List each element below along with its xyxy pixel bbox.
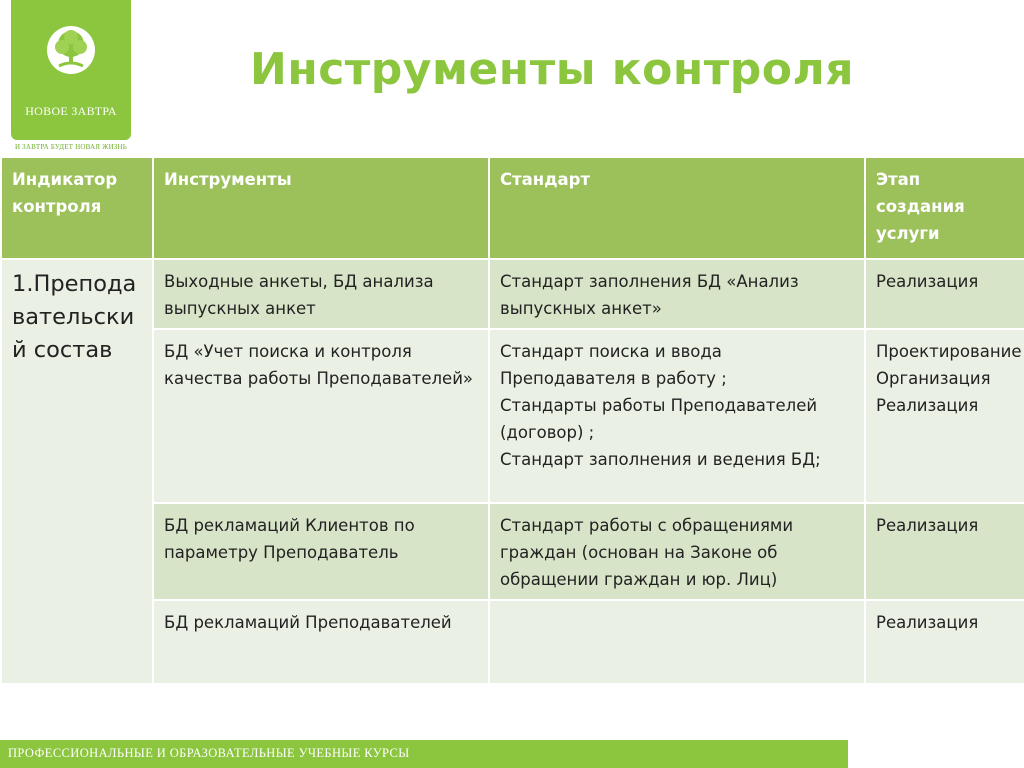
table-row <box>1 503 1024 600</box>
column-header-standard: Стандарт <box>489 157 865 259</box>
tools-cell: БД рекламаций Клиентов по параметру Преподаватель <box>153 503 489 600</box>
column-header-stage: Этап создания услуги <box>865 157 1024 259</box>
tools-cell: БД рекламаций Преподавателей <box>153 600 489 684</box>
stage-cell: Реализация <box>865 259 1024 329</box>
tree-icon <box>47 26 95 74</box>
table-header-row <box>1 157 1024 259</box>
footer-bar <box>0 740 848 768</box>
column-header-indicator: Индикатор контроля <box>1 157 153 259</box>
brand-logo <box>0 0 142 156</box>
standard-cell: Стандарт работы с обращениями граждан (основан на Законе об обращении граждан и юр. Лиц) <box>489 503 865 600</box>
control-tools-table <box>0 156 1024 685</box>
stage-cell: Реализация <box>865 503 1024 600</box>
table-row <box>1 259 1024 329</box>
logo-name: НОВОЕ ЗАВТРА <box>25 104 117 118</box>
tools-cell: Выходные анкеты, БД анализа выпускных анкет <box>153 259 489 329</box>
page-title: Инструменты контроля <box>250 44 854 95</box>
column-header-tools: Инструменты <box>153 157 489 259</box>
tools-cell: БД «Учет поиска и контроля качества работы Преподавателей» <box>153 329 489 503</box>
standard-cell: Стандарт заполнения БД «Анализ выпускных анкет» <box>489 259 865 329</box>
stage-cell: Реализация <box>865 600 1024 684</box>
indicator-cell: 1.Преподавательский состав <box>1 259 153 684</box>
table-row <box>1 600 1024 684</box>
logo-tagline: И ЗАВТРА БУДЕТ НОВАЯ ЖИЗНЬ <box>14 143 128 151</box>
standard-cell <box>489 600 865 684</box>
footer-text: ПРОФЕССИОНАЛЬНЫЕ И ОБРАЗОВАТЕЛЬНЫЕ УЧЕБНЫЕ КУРСЫ <box>8 746 410 760</box>
standard-cell: Стандарт поиска и ввода Преподавателя в работу ; Стандарты работы Преподавателей (договор) ; Стандарт заполнения и ведения БД; <box>489 329 865 503</box>
stage-cell: Проектирование Организация Реализация <box>865 329 1024 503</box>
table-row <box>1 329 1024 503</box>
